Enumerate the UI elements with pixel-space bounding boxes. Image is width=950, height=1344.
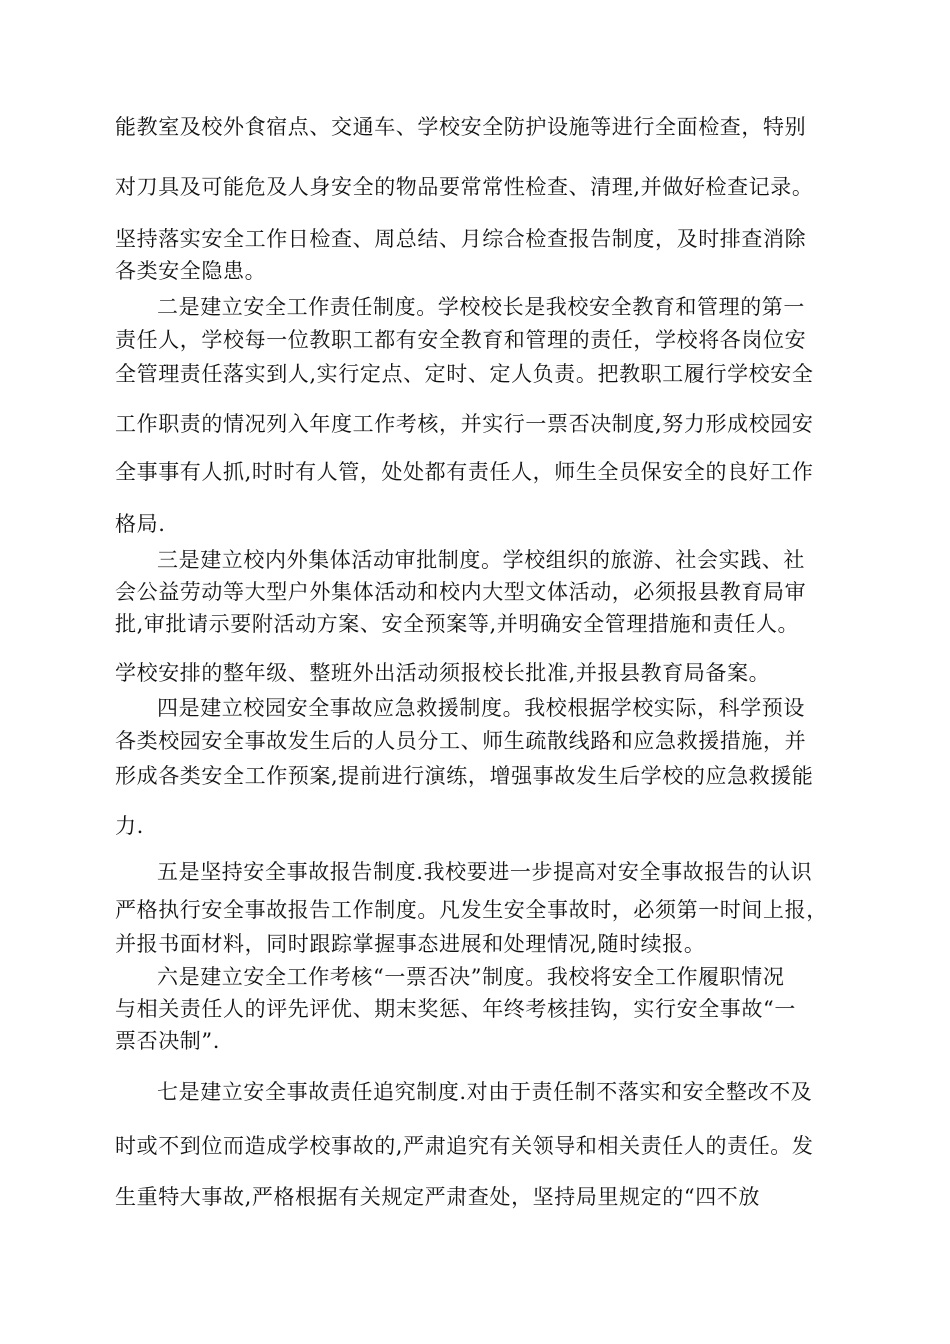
text-line: 二是建立安全工作责任制度。学校校长是我校安全教育和管理的第一 [157, 295, 805, 319]
text-line: 七是建立安全事故责任追究制度.对由于责任制不落实和安全整改不及 [157, 1080, 813, 1104]
text-line: 票否决制”. [115, 1029, 221, 1053]
text-line: 全管理责任落实到人,实行定点、定时、定人负责。把教职工履行学校安全 [115, 362, 814, 386]
text-line: 各类安全隐患。 [115, 259, 267, 283]
text-line: 格局. [115, 512, 166, 536]
text-line: 生重特大事故,严格根据有关规定严肃查处，坚持局里规定的“四不放 [115, 1185, 761, 1209]
text-line: 批,审批请示要附活动方案、安全预案等,并明确安全管理措施和责任人。 [115, 612, 800, 636]
text-line: 工作职责的情况列入年度工作考核，并实行一票否决制度,努力形成校园安 [115, 412, 814, 436]
text-line: 各类校园安全事故发生后的人员分工、师生疏散线路和应急救援措施，并 [115, 729, 807, 753]
text-line: 会公益劳动等大型户外集体活动和校内大型文体活动，必须报县教育局审 [115, 580, 807, 604]
text-line: 力. [115, 814, 144, 838]
text-line: 全事事有人抓,时时有人管，处处都有责任人，师生全员保安全的良好工作 [115, 460, 814, 484]
text-line: 与相关责任人的评先评优、期末奖惩、年终考核挂钩，实行安全事故“一 [115, 997, 796, 1021]
text-line: 四是建立校园安全事故应急救援制度。我校根据学校实际，科学预设 [157, 696, 805, 720]
text-line: 时或不到位而造成学校事故的,严肃追究有关领导和相关责任人的责任。发 [115, 1134, 814, 1158]
text-line: 三是建立校内外集体活动审批制度。学校组织的旅游、社会实践、社 [157, 548, 805, 572]
text-line: 形成各类安全工作预案,提前进行演练，增强事故发生后学校的应急救援能 [115, 764, 814, 788]
text-line: 学校安排的整年级、整班外出活动须报校长批准,并报县教育局备案。 [115, 661, 771, 685]
text-line: 对刀具及可能危及人身安全的物品要常常性检查、清理,并做好检查记录。 [115, 175, 814, 199]
text-line: 能教室及校外食宿点、交通车、学校安全防护设施等进行全面检查，特别 [115, 115, 807, 139]
text-line: 严格执行安全事故报告工作制度。凡发生安全事故时，必须第一时间上报， [115, 898, 828, 922]
text-line: 五是坚持安全事故报告制度.我校要进一步提高对安全事故报告的认识 [157, 860, 813, 884]
text-line: 并报书面材料，同时跟踪掌握事态进展和处理情况,随时续报。 [115, 932, 706, 956]
text-line: 坚持落实安全工作日检查、周总结、月综合检查报告制度，及时排查消除 [115, 227, 807, 251]
text-line: 六是建立安全工作考核“一票否决”制度。我校将安全工作履职情况 [157, 965, 785, 989]
text-line: 责任人，学校每一位教职工都有安全教育和管理的责任，学校将各岗位安 [115, 328, 807, 352]
